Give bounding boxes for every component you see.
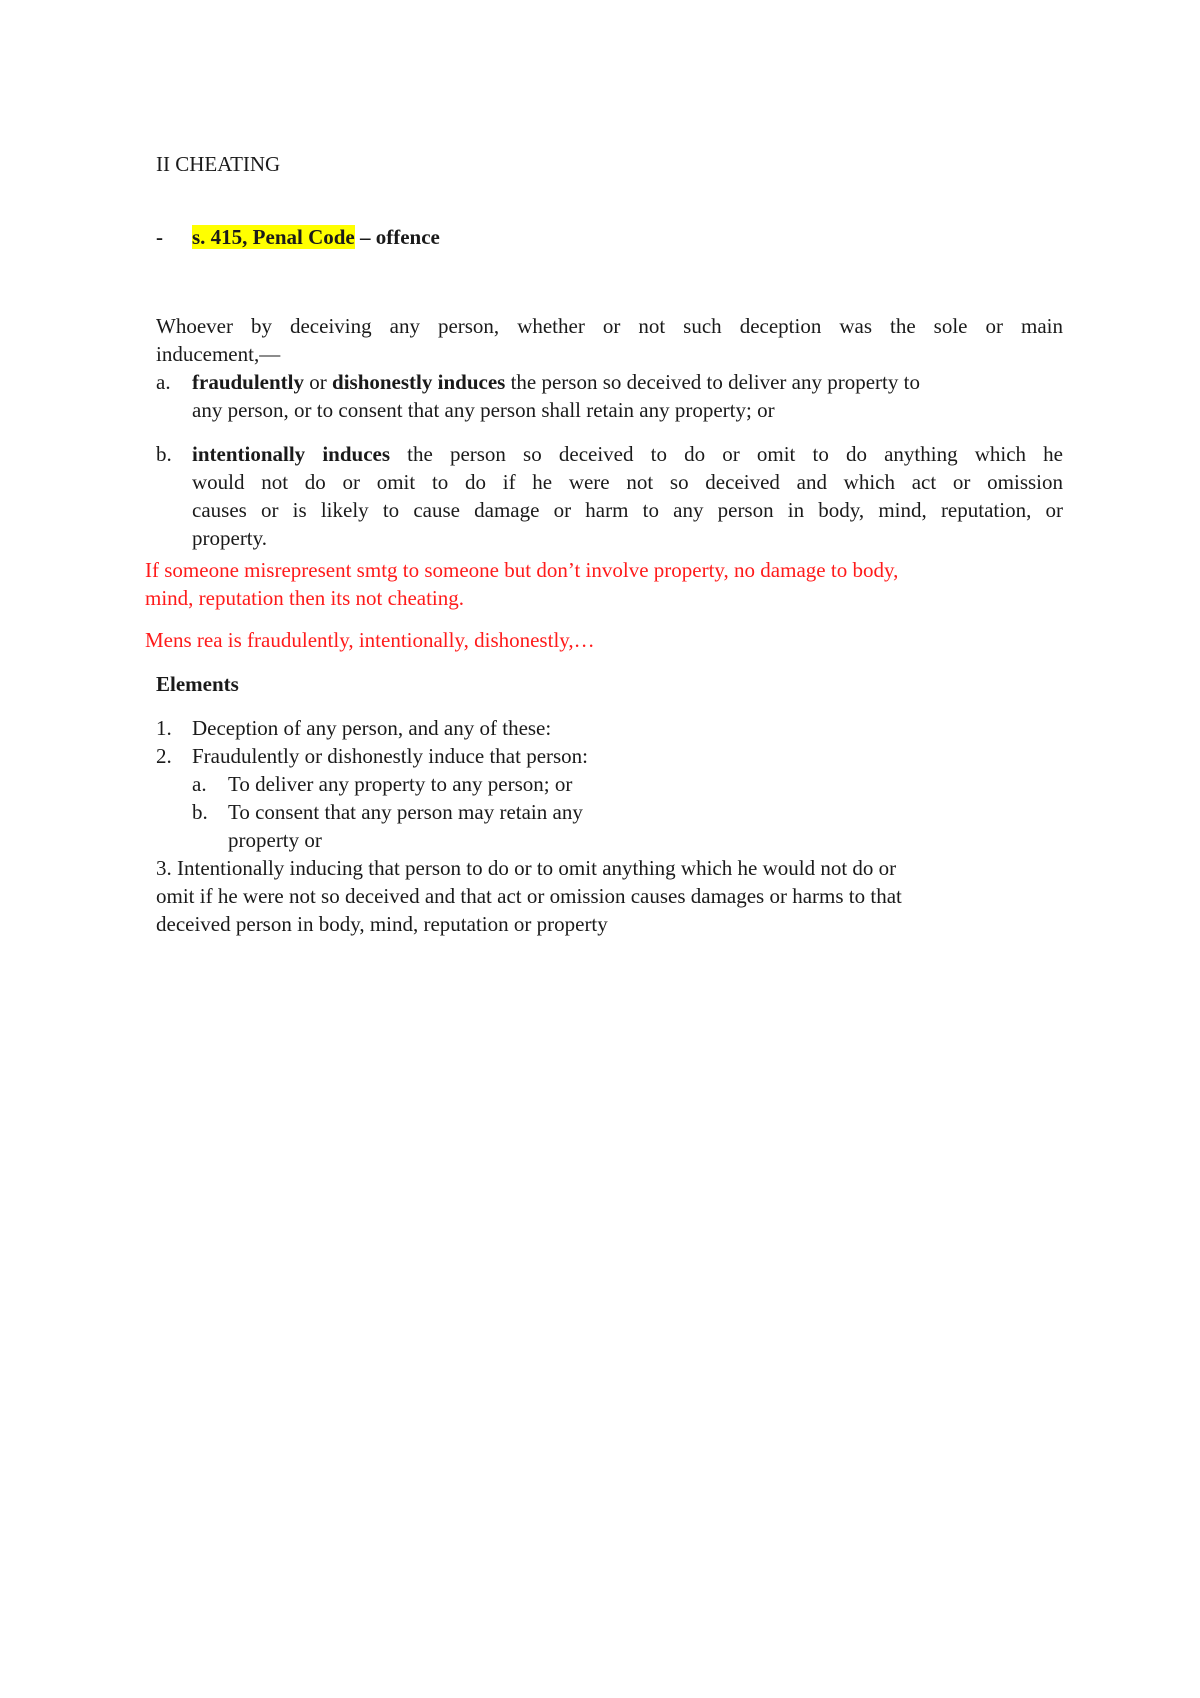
list-item — [156, 742, 1056, 770]
annotation-note-1-line-2: mind, reputation then its not cheating. — [145, 586, 465, 610]
highlighted-reference: s. 415, Penal Code — [192, 225, 355, 249]
annotation-note-1-line-1: If someone misrepresent smtg to someone but don’t involve property, no damage to body, — [145, 558, 899, 582]
intro-line-1: Whoever by deceiving any person, whether or not such deception was the sole or main — [156, 314, 1063, 338]
clause-b-line-2: would not do or omit to do if he were not so deceived and which act or omission — [192, 470, 1063, 494]
annotation-note-2-text: Mens rea is fraudulently, intentionally, dishonestly,… — [145, 628, 595, 652]
list-item-3-line-2: omit if he were not so deceived and that act or omission causes damages or harms to that — [156, 884, 902, 908]
section-reference-line — [156, 223, 556, 251]
clause-a-marker: a. — [156, 370, 171, 394]
sub-list-item — [156, 770, 1056, 798]
clause-b-line-3: causes or is likely to cause damage or harm to any person in body, mind, reputation, or — [192, 498, 1063, 522]
clause-a-bold-2: dishonestly induces — [332, 370, 506, 394]
clause-a-line-1 — [192, 368, 1063, 396]
list-item — [156, 714, 1056, 742]
section-reference — [192, 223, 440, 251]
clause-b-line-4: property. — [192, 526, 268, 550]
clause-b-marker: b. — [156, 442, 172, 466]
annotation-note-2 — [145, 626, 595, 654]
clause-b — [156, 440, 1063, 552]
clause-a-bold-1: fraudulently — [192, 370, 305, 394]
list-item-2-text: Fraudulently or dishonestly induce that person: — [192, 744, 589, 768]
sub-item-b-marker: b. — [192, 800, 208, 824]
clause-a-text-2: the person so deceived to deliver any property to — [505, 370, 920, 394]
clause-b-text-1: the person so deceived to do or omit to do anything which he — [390, 442, 1063, 466]
clause-a — [156, 368, 1063, 424]
elements-title — [156, 670, 239, 698]
dash-marker: - — [156, 225, 163, 249]
clause-b-bold-1: intentionally induces — [192, 442, 391, 466]
heading-text: II CHEATING — [156, 152, 281, 176]
sub-item-a-marker: a. — [192, 772, 207, 796]
list-item-2-marker: 2. — [156, 744, 172, 768]
elements-title-text: Elements — [156, 672, 239, 696]
list-item-1-marker: 1. — [156, 716, 172, 740]
sub-item-b-line-2: property or — [228, 828, 322, 852]
list-item-1-text: Deception of any person, and any of these: — [192, 716, 552, 740]
list-item — [156, 854, 1056, 938]
sub-item-a-text: To deliver any property to any person; or — [228, 772, 573, 796]
section-heading — [156, 150, 280, 178]
sub-item-b-line-1: To consent that any person may retain any — [228, 800, 583, 824]
annotation-note-1 — [145, 556, 1075, 612]
reference-suffix: – offence — [354, 225, 440, 249]
clause-a-text-1: or — [304, 370, 333, 394]
elements-list — [156, 714, 1056, 938]
intro-paragraph — [156, 312, 1063, 368]
list-item-3-line-1: 3. Intentionally inducing that person to do or to omit anything which he would not do or — [156, 856, 897, 880]
sub-list-item — [156, 798, 1056, 854]
clause-b-line-1 — [192, 440, 1063, 468]
intro-line-2: inducement,— — [156, 342, 281, 366]
clause-a-line-2: any person, or to consent that any person shall retain any property; or — [192, 398, 775, 422]
list-item-3-line-3: deceived person in body, mind, reputation or property — [156, 912, 608, 936]
